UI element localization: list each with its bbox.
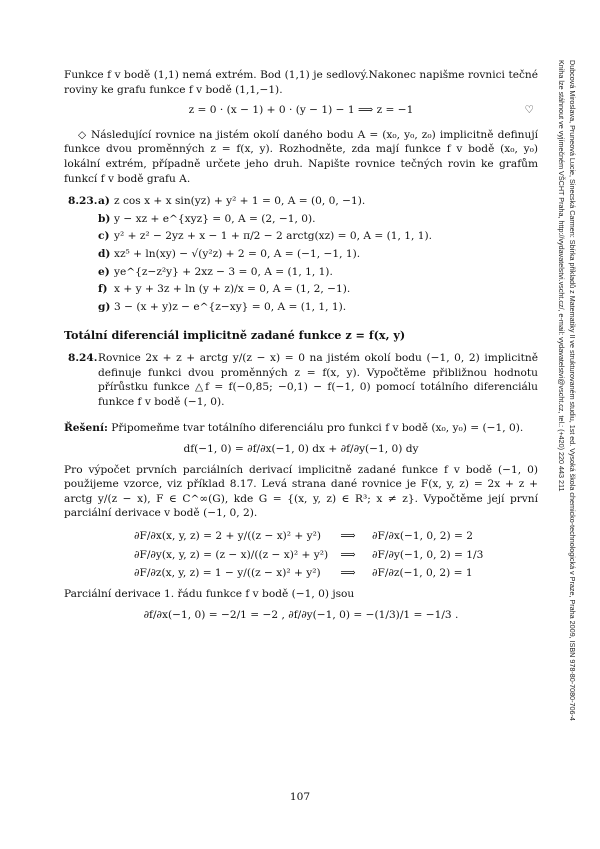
total-differential-equation: df(−1, 0) = ∂f/∂x(−1, 0) dx + ∂f/∂y(−1, 0) dy — [183, 443, 419, 456]
page-content — [64, 68, 538, 628]
end-of-example-heart-icon: ♡ — [524, 104, 534, 117]
partials-result-equation: ∂f/∂x(−1, 0) = −2/1 = −2 , ∂f/∂y(−1, 0) = −(1/3)/1 = −1/3 . — [143, 608, 459, 621]
tangent-plane-equation — [64, 103, 538, 118]
item-label: e) — [98, 265, 110, 278]
partial-derivatives-table — [134, 529, 538, 581]
task-statement — [64, 128, 538, 186]
implies-arrow: ⟹ — [340, 567, 356, 580]
exercise-item — [98, 194, 538, 209]
exercise-text: Rovnice 2x + z + arctg y/(z − x) = 0 na jistém okolí bodu (−1, 0, 2) implicitně definuje funkci dvou proměnných z = f(x, y). Vypočtěme přibližnou hodnotu přírůstku funkce △f = f(−0,85; −0,1) − f(−1, 0) pomocí totálního diferenciálu funkce f v bodě (−1, 0). — [98, 351, 538, 408]
item-text: x + y + 3z + ln (y + z)/x = 0, A = (1, 2, −1). — [114, 283, 351, 296]
derivative-value: ∂F/∂y(−1, 0, 2) = 1/3 — [372, 548, 484, 561]
item-label: d) — [98, 248, 111, 261]
item-label: g) — [98, 300, 111, 313]
item-label: b) — [98, 212, 111, 225]
tangent-equation-text: z = 0 · (x − 1) + 0 · (y − 1) − 1 ⟹ z = −1 — [188, 104, 414, 117]
item-text: y² + z² − 2yz + x − 1 + π/2 − 2 arctg(xz) = 0, A = (1, 1, 1). — [114, 230, 432, 243]
item-text: ye^{z−z²y} + 2xz − 3 = 0, A = (1, 1, 1). — [114, 265, 333, 278]
exercise-item — [98, 300, 538, 315]
page-number: 107 — [289, 791, 311, 803]
solution-paragraph: Pro výpočet prvních parciálních derivací implicitně zadané funkce f v bodě (−1, 0) použijeme vzorce, viz příklad 8.17. Levá strana dané rovnice je F(x, y, z) = 2x + z + arctg y/(z − x), F ∈ C^∞(G), kde G = {(x, y, z) ∈ R³; x ≠ z}. Vypočtěme její první parciální derivace v bodě (−1, 0, 2). — [64, 463, 538, 520]
derivative-formula: ∂F/∂z(x, y, z) = 1 − y/((z − x)² + y²) — [134, 567, 321, 580]
exercise-item — [98, 247, 538, 262]
implies-arrow: ⟹ — [340, 548, 356, 561]
exercise-item — [98, 212, 538, 227]
item-text: 3 − (x + y)z − e^{z−xy} = 0, A = (1, 1, 1). — [114, 300, 347, 313]
exercise-item — [98, 229, 538, 244]
intro-text: Funkce f v bodě (1,1) nemá extrém. Bod (1,1) je sedlový.Nakonec napišme rovnici tečné roviny ke grafu funkce f v bodě (1,1,−1). — [64, 69, 538, 96]
copyright-sidebar — [556, 60, 596, 830]
implies-arrow: ⟹ — [340, 530, 356, 543]
solution-label: Řešení: — [64, 422, 108, 435]
item-text: z cos x + x sin(yz) + y² + 1 = 0, A = (0, 0, −1). — [114, 195, 366, 208]
section-title: Totální diferenciál implicitně zadané funkce z = f(x, y) — [64, 327, 406, 342]
item-label: a) — [98, 195, 110, 208]
derivative-row — [134, 529, 538, 544]
exercise-8-24 — [64, 351, 538, 413]
derivative-value: ∂F/∂z(−1, 0, 2) = 1 — [372, 567, 473, 580]
exercise-number: 8.23. — [68, 195, 98, 208]
sidebar-line-download: Kniha lze stáhnout ve vyjímečném VŠCHT Praha, http://vydavatelstvi.vscht.cz/, e-mail: vydavatelstvi@vscht.cz, tel.: (+420) 220 443 211 — [557, 60, 566, 492]
task-text: Následující rovnice na jistém okolí daného bodu A = (x₀, y₀, z₀) implicitně definují funkce dvou proměnných z = f(x, y). Rozhodněte, zda mají funkce f v bodě (x₀, y₀) lokální extrém, případně určete jeho druh. Napište rovnice tečných rovin ke grafům funkcí f v bodě grafu A. — [64, 128, 538, 185]
sidebar-line-citation: Dubcová Miroslava, Pruneová Lucie, Sinecská Carmen: Sbírka příkladů z Matematiky II ve strukturovaném studiu, 1st ed. Vysoká škola chemicko-technologická v Praze, Praha 2009, ISBN 978-80-7080-706-4 — [568, 60, 577, 721]
derivative-row — [134, 566, 538, 581]
exercise-items — [98, 194, 538, 317]
exercise-item — [98, 282, 538, 297]
item-label: f) — [98, 283, 108, 296]
partials-intro: Parciální derivace 1. řádu funkce f v bodě (−1, 0) jsou — [64, 587, 355, 600]
solution-text: Připomeňme tvar totálního diferenciálu pro funkci f v bodě (x₀, y₀) = (−1, 0). — [111, 422, 524, 435]
exercise-8-23 — [64, 194, 538, 317]
derivative-formula: ∂F/∂y(x, y, z) = (z − x)/((z − x)² + y²) — [134, 548, 329, 561]
item-text: y − xz + e^{xyz} = 0, A = (2, −1, 0). — [114, 212, 316, 225]
item-text: xz⁵ + ln(xy) − √(y²z) + 2 = 0, A = (−1, −1, 1). — [114, 248, 361, 261]
derivative-formula: ∂F/∂x(x, y, z) = 2 + y/((z − x)² + y²) — [134, 530, 322, 543]
derivative-row — [134, 548, 538, 563]
exercise-number: 8.24. — [68, 351, 98, 364]
derivative-value: ∂F/∂x(−1, 0, 2) = 2 — [372, 530, 474, 543]
sidebar-text — [556, 60, 578, 820]
item-label: c) — [98, 230, 110, 243]
diamond-icon: ◇ — [78, 128, 87, 141]
exercise-item — [98, 265, 538, 280]
solution-intro — [64, 421, 538, 436]
